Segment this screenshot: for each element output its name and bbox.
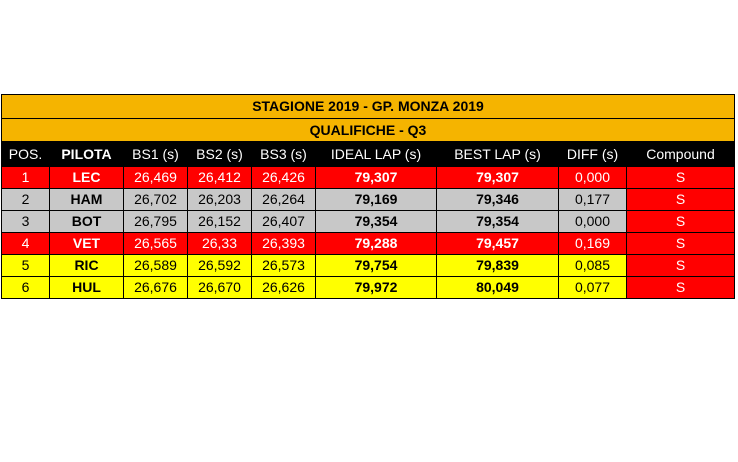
cell-diff: 0,177 xyxy=(559,189,627,211)
header-bs3: BS3 (s) xyxy=(252,142,316,167)
cell-compound: S xyxy=(627,277,735,299)
cell-bs2: 26,152 xyxy=(188,211,252,233)
table-row xyxy=(2,233,735,255)
cell-bs3: 26,573 xyxy=(252,255,316,277)
cell-ideal-lap: 79,307 xyxy=(316,167,437,189)
cell-bs3: 26,264 xyxy=(252,189,316,211)
qualifying-table xyxy=(1,94,735,299)
cell-ideal-lap: 79,288 xyxy=(316,233,437,255)
cell-best-lap: 79,457 xyxy=(437,233,559,255)
cell-pilota: HAM xyxy=(50,189,124,211)
cell-bs1: 26,795 xyxy=(124,211,188,233)
cell-bs3: 26,426 xyxy=(252,167,316,189)
cell-bs1: 26,469 xyxy=(124,167,188,189)
cell-best-lap: 79,839 xyxy=(437,255,559,277)
cell-bs2: 26,203 xyxy=(188,189,252,211)
table-body xyxy=(2,167,735,299)
cell-diff: 0,000 xyxy=(559,167,627,189)
cell-compound: S xyxy=(627,211,735,233)
cell-compound: S xyxy=(627,233,735,255)
cell-bs2: 26,412 xyxy=(188,167,252,189)
cell-bs3: 26,407 xyxy=(252,211,316,233)
cell-pos: 6 xyxy=(2,277,50,299)
header-best-lap: BEST LAP (s) xyxy=(437,142,559,167)
table-row xyxy=(2,167,735,189)
cell-best-lap: 79,354 xyxy=(437,211,559,233)
cell-ideal-lap: 79,169 xyxy=(316,189,437,211)
cell-pos: 2 xyxy=(2,189,50,211)
cell-pos: 3 xyxy=(2,211,50,233)
cell-ideal-lap: 79,972 xyxy=(316,277,437,299)
cell-compound: S xyxy=(627,167,735,189)
cell-bs3: 26,626 xyxy=(252,277,316,299)
header-bs2: BS2 (s) xyxy=(188,142,252,167)
table-row xyxy=(2,189,735,211)
table-row xyxy=(2,277,735,299)
cell-best-lap: 80,049 xyxy=(437,277,559,299)
table-subtitle: QUALIFICHE - Q3 xyxy=(2,119,735,142)
cell-diff: 0,169 xyxy=(559,233,627,255)
header-pos: POS. xyxy=(2,142,50,167)
cell-bs1: 26,702 xyxy=(124,189,188,211)
cell-compound: S xyxy=(627,255,735,277)
subtitle-row xyxy=(2,119,735,142)
cell-bs1: 26,589 xyxy=(124,255,188,277)
cell-ideal-lap: 79,754 xyxy=(316,255,437,277)
cell-pos: 4 xyxy=(2,233,50,255)
header-diff: DIFF (s) xyxy=(559,142,627,167)
cell-bs1: 26,565 xyxy=(124,233,188,255)
header-compound: Compound xyxy=(627,142,735,167)
cell-bs3: 26,393 xyxy=(252,233,316,255)
header-row xyxy=(2,142,735,167)
cell-pilota: HUL xyxy=(50,277,124,299)
cell-pos: 1 xyxy=(2,167,50,189)
cell-diff: 0,000 xyxy=(559,211,627,233)
cell-diff: 0,085 xyxy=(559,255,627,277)
table-row xyxy=(2,211,735,233)
cell-bs2: 26,670 xyxy=(188,277,252,299)
table-title: STAGIONE 2019 - GP. MONZA 2019 xyxy=(2,95,735,119)
cell-pilota: LEC xyxy=(50,167,124,189)
cell-pilota: RIC xyxy=(50,255,124,277)
header-bs1: BS1 (s) xyxy=(124,142,188,167)
cell-bs2: 26,592 xyxy=(188,255,252,277)
cell-bs1: 26,676 xyxy=(124,277,188,299)
results-table-container xyxy=(1,94,734,299)
cell-pos: 5 xyxy=(2,255,50,277)
cell-diff: 0,077 xyxy=(559,277,627,299)
header-pilota: PILOTA xyxy=(50,142,124,167)
cell-ideal-lap: 79,354 xyxy=(316,211,437,233)
table-row xyxy=(2,255,735,277)
cell-compound: S xyxy=(627,189,735,211)
header-ideal-lap: IDEAL LAP (s) xyxy=(316,142,437,167)
cell-bs2: 26,33 xyxy=(188,233,252,255)
cell-best-lap: 79,307 xyxy=(437,167,559,189)
cell-best-lap: 79,346 xyxy=(437,189,559,211)
title-row xyxy=(2,95,735,119)
cell-pilota: VET xyxy=(50,233,124,255)
cell-pilota: BOT xyxy=(50,211,124,233)
